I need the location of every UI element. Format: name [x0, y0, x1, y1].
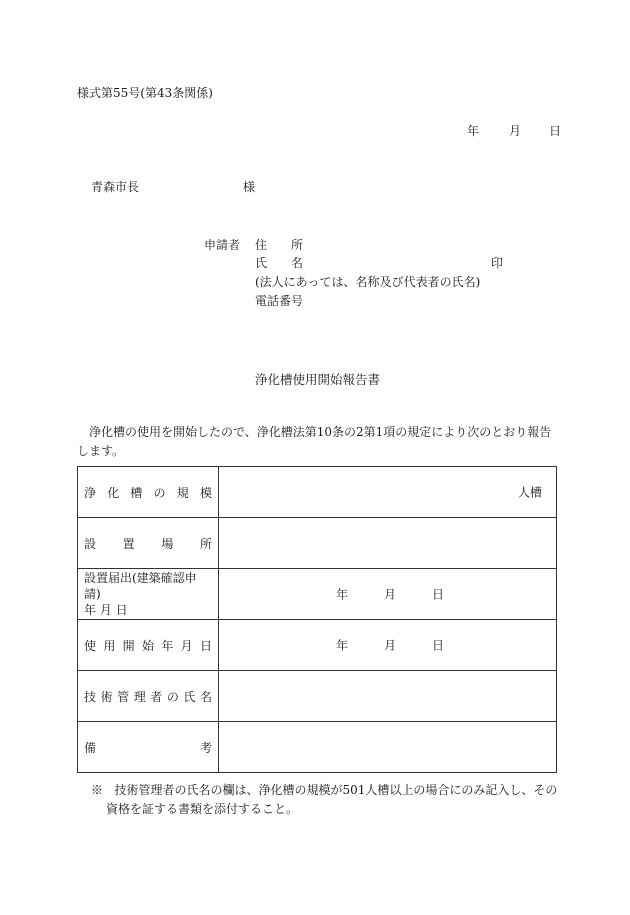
report-table — [77, 466, 557, 773]
label-install-location: 設 置 場 所 — [78, 518, 219, 569]
table-row — [78, 722, 557, 773]
label-remarks: 備 考 — [78, 722, 219, 773]
report-date — [467, 122, 561, 139]
value-start-date[interactable]: 年 月 日 — [219, 620, 557, 671]
value-remarks[interactable] — [219, 722, 557, 773]
addressee-honorific: 様 — [243, 180, 256, 194]
addressee-name: 青森市長 — [91, 180, 140, 194]
footnote-line1: 技術管理者の氏名の欄は、浄化槽の規模が501人槽以上の場合にのみ記入し、その — [114, 783, 558, 797]
footnote-line2: 資格を証する書類を添付すること。 — [106, 802, 299, 816]
applicant-phone-label: 電話番号 — [255, 294, 304, 308]
value-notification-date[interactable]: 年 月 日 — [219, 569, 557, 620]
applicant-address-label: 住 所 — [255, 238, 304, 252]
unit-person-tank: 人槽 — [517, 485, 542, 500]
label-technical-manager: 技 術 管 理 者 の 氏 名 — [78, 671, 219, 722]
date-day: 日 — [549, 124, 562, 138]
value-technical-manager[interactable] — [219, 671, 557, 722]
applicant-name-label: 氏 名 — [255, 256, 304, 270]
body-text: 浄化槽の使用を開始したので、浄化槽法第10条の2第1項の規定により次のとおり報告します。 — [77, 425, 552, 458]
table-row — [78, 671, 557, 722]
label-tank-scale: 浄 化 槽 の 規 模 — [78, 467, 219, 518]
label-start-date: 使 用 開 始 年 月 日 — [78, 620, 219, 671]
date-year: 年 — [467, 124, 480, 138]
table-row — [78, 518, 557, 569]
table-row — [78, 569, 557, 620]
applicant-label: 申請者 — [204, 238, 241, 252]
footnote — [91, 781, 557, 819]
label-notification-date: 設置届出(建築確認申請) 年 月 日 — [78, 569, 219, 620]
form-number: 様式第55号(第43条関係) — [77, 86, 213, 100]
date-month: 月 — [509, 124, 522, 138]
applicant-corporate-note: (法人にあっては、名称及び代表者の氏名) — [255, 275, 481, 289]
table-row — [78, 620, 557, 671]
value-install-location[interactable] — [219, 518, 557, 569]
document-title: 浄化槽使用開始報告書 — [255, 372, 381, 387]
table-row — [78, 467, 557, 518]
addressee — [91, 178, 256, 195]
applicant-seal-mark: 印 — [491, 256, 504, 270]
value-tank-scale[interactable] — [219, 467, 557, 518]
footnote-mark: ※ — [91, 783, 104, 797]
